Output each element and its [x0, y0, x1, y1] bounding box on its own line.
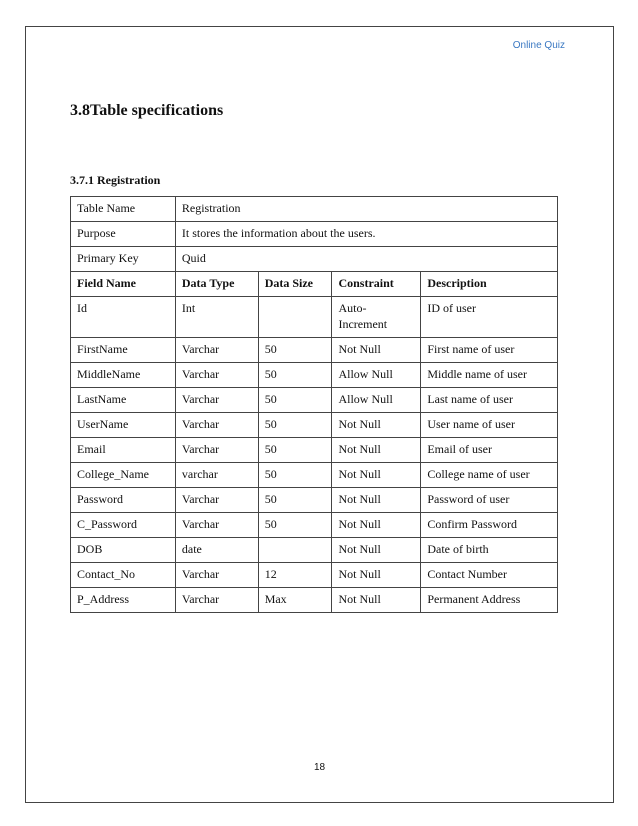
- table-cell: College name of user: [421, 463, 558, 488]
- table-cell: Password of user: [421, 488, 558, 513]
- column-header: Field Name: [71, 272, 176, 297]
- table-cell: 12: [258, 563, 332, 588]
- running-header: Online Quiz: [512, 40, 565, 51]
- column-header: Data Type: [175, 272, 258, 297]
- table-cell: 50: [258, 488, 332, 513]
- table-cell: Varchar: [175, 413, 258, 438]
- table-cell: Varchar: [175, 438, 258, 463]
- meta-label: Primary Key: [71, 247, 176, 272]
- table-cell: Not Null: [332, 513, 421, 538]
- table-cell: UserName: [71, 413, 176, 438]
- table-row: [71, 488, 558, 513]
- table-cell: 50: [258, 438, 332, 463]
- table-cell: User name of user: [421, 413, 558, 438]
- table-cell: Varchar: [175, 563, 258, 588]
- table-cell: Contact Number: [421, 563, 558, 588]
- table-row: [71, 538, 558, 563]
- table-cell: Varchar: [175, 363, 258, 388]
- table-cell: Permanent Address: [421, 588, 558, 613]
- table-cell: 50: [258, 513, 332, 538]
- table-row: [71, 463, 558, 488]
- table-cell: College_Name: [71, 463, 176, 488]
- table-cell: 50: [258, 363, 332, 388]
- table-cell: Date of birth: [421, 538, 558, 563]
- table-cell: Email of user: [421, 438, 558, 463]
- table-cell: 50: [258, 388, 332, 413]
- table-cell: Last name of user: [421, 388, 558, 413]
- table-cell: Varchar: [175, 513, 258, 538]
- table-header-row: [71, 272, 558, 297]
- page: [25, 26, 614, 803]
- meta-value: It stores the information about the users.: [175, 222, 557, 247]
- table-cell: Not Null: [332, 338, 421, 363]
- table-cell: Id: [71, 297, 176, 338]
- table-row: [71, 338, 558, 363]
- table-cell: Max: [258, 588, 332, 613]
- section-title: 3.8Table specifications: [70, 102, 224, 119]
- column-header: Data Size: [258, 272, 332, 297]
- table-cell: Varchar: [175, 338, 258, 363]
- table-cell: C_Password: [71, 513, 176, 538]
- subsection-title: 3.7.1 Registration: [70, 173, 161, 187]
- table-cell: ID of user: [421, 297, 558, 338]
- table-cell: DOB: [71, 538, 176, 563]
- table-cell: [258, 538, 332, 563]
- table-cell: [258, 297, 332, 338]
- page-number: 18: [313, 762, 326, 773]
- table-cell: Not Null: [332, 463, 421, 488]
- table-row: [71, 563, 558, 588]
- table-cell: Allow Null: [332, 388, 421, 413]
- meta-label: Table Name: [71, 197, 176, 222]
- column-header: Description: [421, 272, 558, 297]
- table-cell: MiddleName: [71, 363, 176, 388]
- table-cell: 50: [258, 338, 332, 363]
- meta-label: Purpose: [71, 222, 176, 247]
- table-cell: First name of user: [421, 338, 558, 363]
- table-cell: Email: [71, 438, 176, 463]
- table-cell: Varchar: [175, 588, 258, 613]
- table-cell: 50: [258, 413, 332, 438]
- table-row: [71, 363, 558, 388]
- table-cell: Not Null: [332, 488, 421, 513]
- meta-row: [71, 222, 558, 247]
- table-row: [71, 413, 558, 438]
- table-cell: date: [175, 538, 258, 563]
- table-cell: 50: [258, 463, 332, 488]
- table-cell: Auto- Increment: [332, 297, 421, 338]
- table-cell: Password: [71, 488, 176, 513]
- table-cell: Not Null: [332, 413, 421, 438]
- table-row: [71, 388, 558, 413]
- table-cell: Int: [175, 297, 258, 338]
- table-cell: Varchar: [175, 488, 258, 513]
- meta-value: Quid: [175, 247, 557, 272]
- meta-value: Registration: [175, 197, 557, 222]
- table-cell: LastName: [71, 388, 176, 413]
- registration-table: [70, 196, 558, 613]
- table-cell: Not Null: [332, 588, 421, 613]
- column-header: Constraint: [332, 272, 421, 297]
- table-cell: Not Null: [332, 538, 421, 563]
- meta-row: [71, 247, 558, 272]
- table-row: [71, 297, 558, 338]
- table-cell: P_Address: [71, 588, 176, 613]
- table-row: [71, 513, 558, 538]
- table-cell: Contact_No: [71, 563, 176, 588]
- table-cell: Not Null: [332, 563, 421, 588]
- table-cell: Middle name of user: [421, 363, 558, 388]
- table-row: [71, 588, 558, 613]
- table-cell: Allow Null: [332, 363, 421, 388]
- table-cell: Not Null: [332, 438, 421, 463]
- table-cell: Confirm Password: [421, 513, 558, 538]
- table-cell: Varchar: [175, 388, 258, 413]
- table-cell: varchar: [175, 463, 258, 488]
- table-cell: FirstName: [71, 338, 176, 363]
- table-row: [71, 438, 558, 463]
- meta-row: [71, 197, 558, 222]
